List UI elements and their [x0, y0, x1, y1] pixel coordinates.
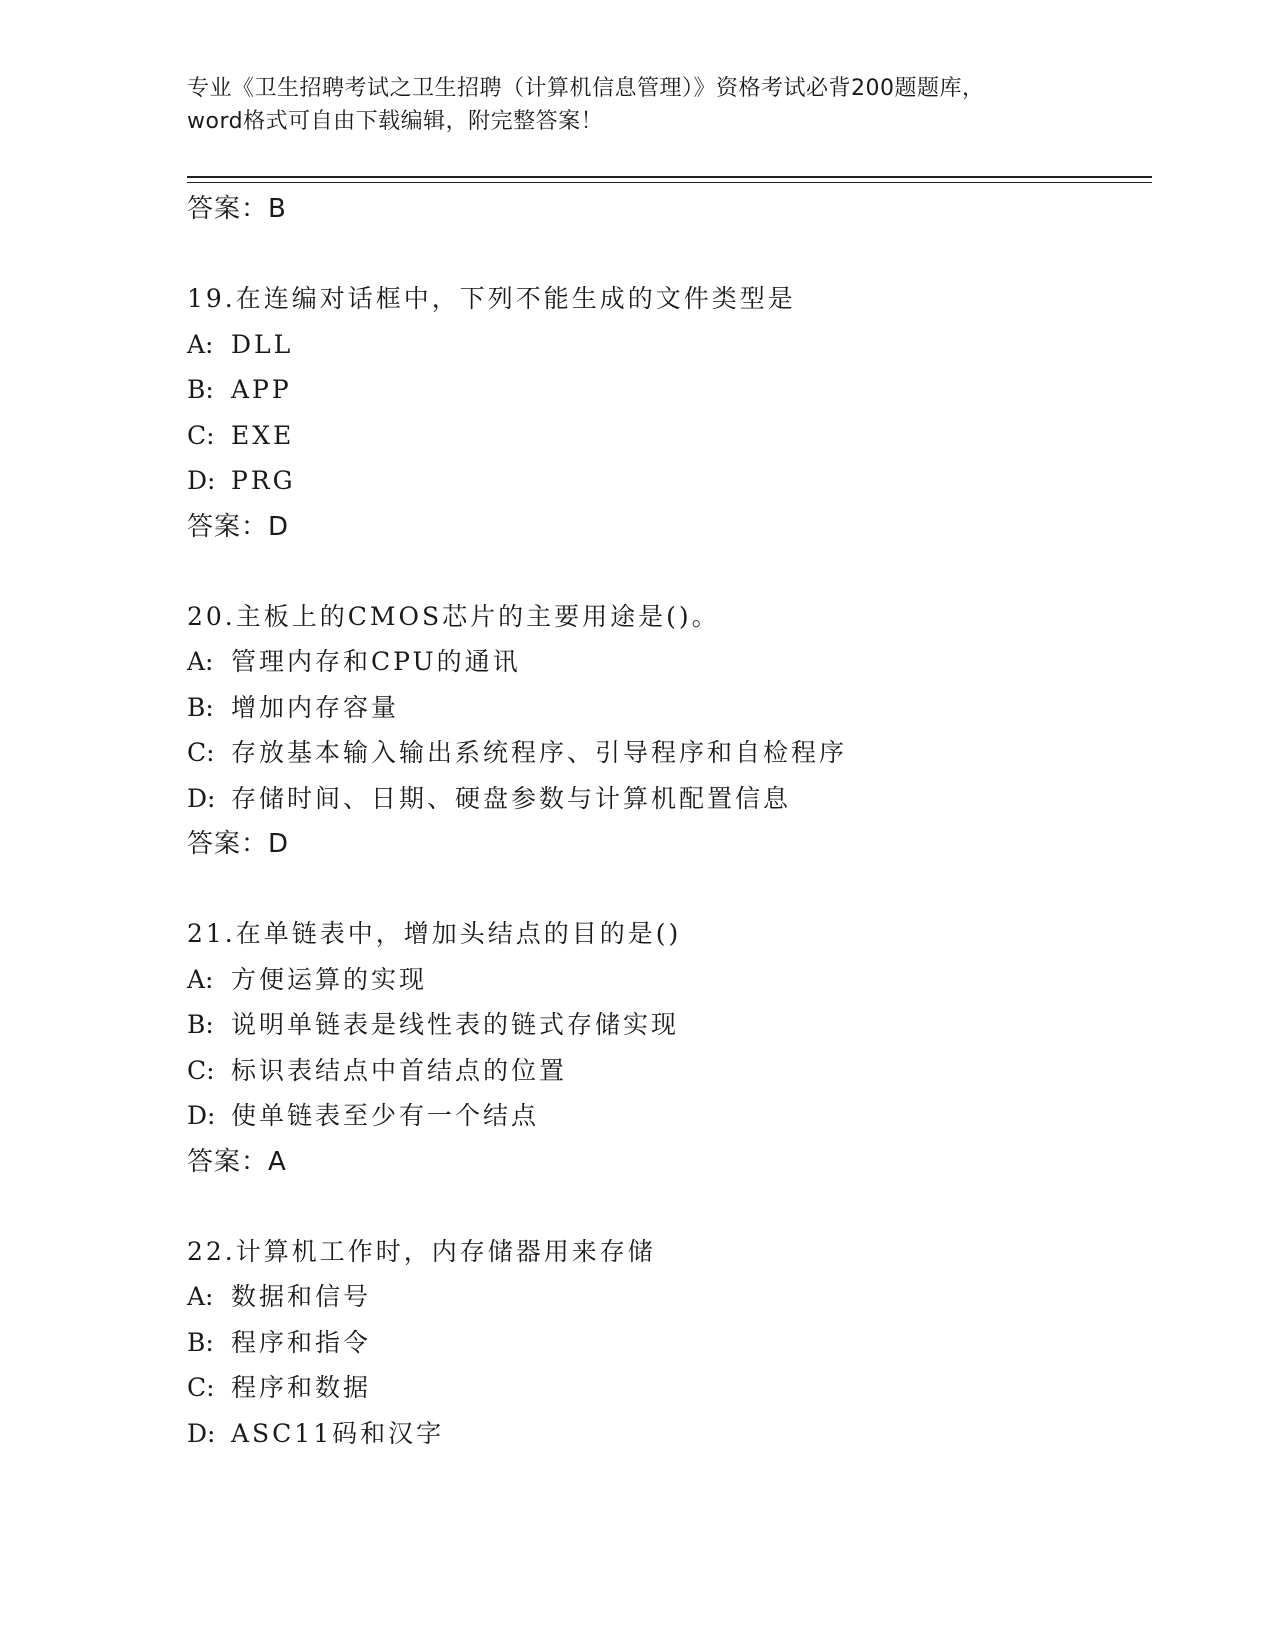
option-text: 使单链表至少有一个结点	[231, 1101, 540, 1130]
question-title: 21.在单链表中，增加头结点的目的是()	[187, 919, 682, 948]
answer-line: 答案：D	[187, 511, 290, 542]
option-text: 程序和数据	[231, 1373, 372, 1402]
option-letter: D:	[187, 783, 216, 813]
option-a	[187, 639, 1152, 685]
option-d	[187, 1093, 1152, 1139]
option-letter: A:	[187, 964, 214, 994]
option-d	[187, 1411, 1152, 1457]
document-header	[187, 72, 1152, 138]
option-letter: A:	[187, 329, 214, 359]
option-text: 管理内存和CPU的通讯	[231, 647, 521, 676]
answer-line: 答案：A	[187, 1146, 287, 1177]
option-letter: B:	[187, 1327, 214, 1357]
option-letter: C:	[187, 1373, 215, 1402]
header-line-1: 专业《卫生招聘考试之卫生招聘（计算机信息管理）》资格考试必背200题题库，	[187, 76, 985, 101]
option-text: APP	[231, 375, 292, 404]
option-letter: D:	[187, 1101, 216, 1130]
question-list	[187, 186, 1152, 1456]
header-divider-thin	[187, 182, 1152, 183]
question-item	[187, 1229, 1152, 1457]
answer-line: 答案：B	[187, 194, 287, 224]
header-divider-thick	[187, 176, 1152, 178]
question-title: 22.计算机工作时，内存储器用来存储	[187, 1236, 656, 1266]
option-letter: D:	[187, 1418, 216, 1448]
option-text: PRG	[231, 466, 296, 495]
option-d	[187, 776, 1152, 822]
option-c	[187, 1048, 1152, 1094]
option-letter: B:	[187, 1010, 214, 1039]
option-text: 程序和指令	[231, 1327, 372, 1357]
option-b	[187, 685, 1152, 731]
option-letter: A:	[187, 1282, 214, 1311]
question-title: 20.主板上的CMOS芯片的主要用途是()。	[187, 601, 720, 631]
option-d	[187, 458, 1152, 504]
option-text: 说明单链表是线性表的链式存储实现	[231, 1010, 680, 1039]
option-letter: C:	[187, 738, 215, 767]
option-b	[187, 1320, 1152, 1366]
option-text: EXE	[231, 420, 295, 450]
option-text: DLL	[231, 329, 294, 359]
option-text: 存放基本输入输出系统程序、引导程序和自检程序	[231, 738, 848, 767]
option-text: 数据和信号	[231, 1282, 372, 1311]
option-text: 方便运算的实现	[231, 964, 428, 994]
option-letter: C:	[187, 1055, 215, 1085]
option-b	[187, 367, 1152, 413]
option-text: 标识表结点中首结点的位置	[231, 1055, 568, 1085]
option-letter: B:	[187, 375, 214, 404]
option-a	[187, 322, 1152, 368]
option-text: ASC11码和汉字	[231, 1418, 445, 1448]
option-c	[187, 1365, 1152, 1411]
option-letter: D:	[187, 466, 216, 495]
option-a	[187, 957, 1152, 1003]
option-letter: A:	[187, 647, 214, 676]
question-item	[187, 594, 1152, 868]
option-letter: B:	[187, 692, 214, 722]
option-c	[187, 730, 1152, 776]
option-a	[187, 1274, 1152, 1320]
option-b	[187, 1002, 1152, 1048]
answer-line: 答案：D	[187, 829, 290, 859]
option-c	[187, 413, 1152, 459]
question-title: 19.在连编对话框中，下列不能生成的文件类型是	[187, 284, 796, 313]
option-letter: C:	[187, 420, 215, 450]
option-text: 存储时间、日期、硬盘参数与计算机配置信息	[231, 783, 792, 813]
option-text: 增加内存容量	[231, 692, 400, 722]
question-item	[187, 911, 1152, 1185]
question-item	[187, 276, 1152, 550]
header-line-2: word格式可自由下载编辑，附完整答案！	[187, 109, 604, 134]
